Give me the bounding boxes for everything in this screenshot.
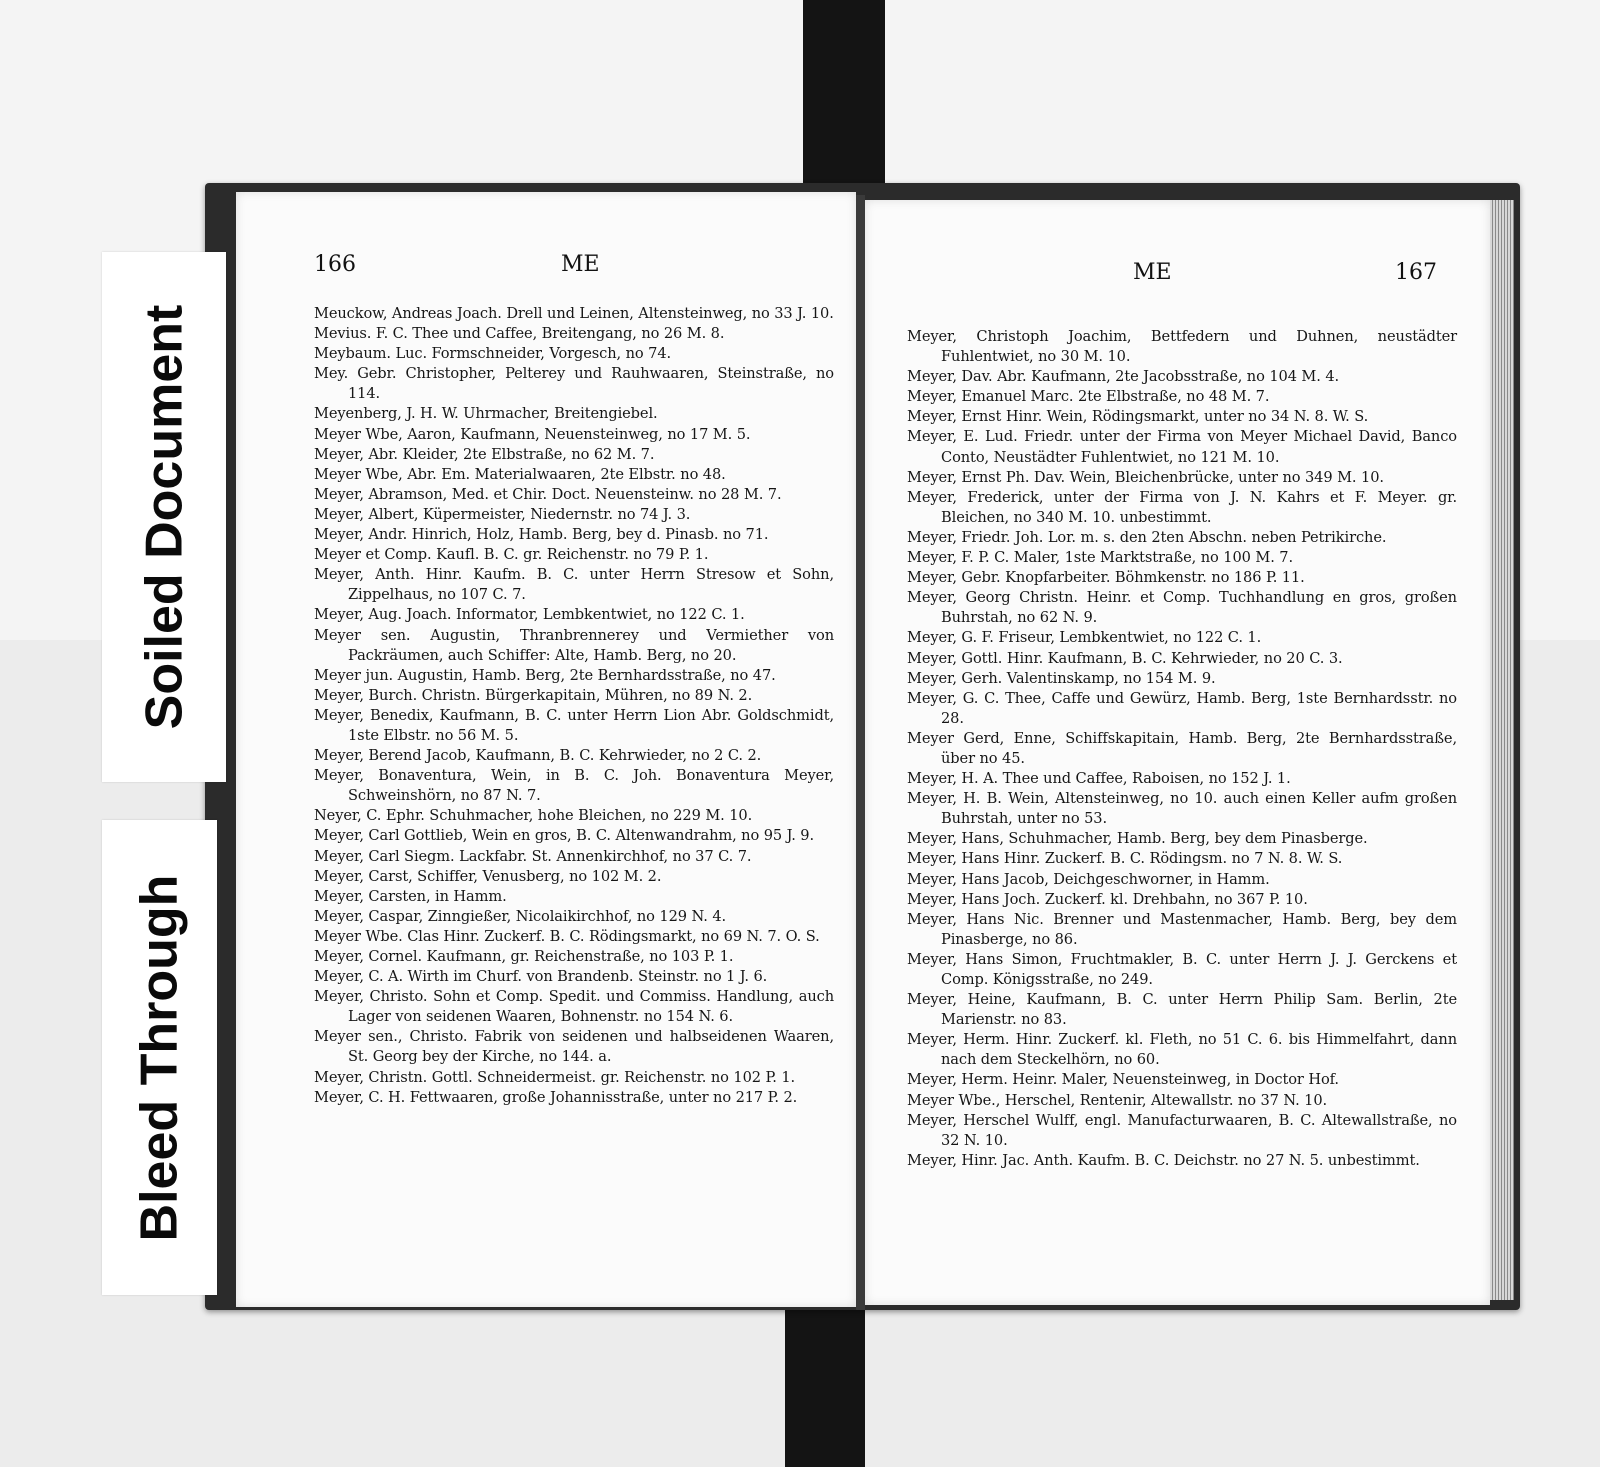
directory-entry: Meyer, Georg Christn. Heinr. et Comp. Tuchhandlung en gros, großen Buhrstah, no 62 N. 9. [907,589,1457,627]
right-page-header: ME [1133,260,1172,285]
directory-entry: Meyer sen. Augustin, Thranbrennerey und Vermiether von Packräumen, auch Schiffer: Alte, Hamb. Berg, no 20. [314,626,834,664]
directory-entry: Meyer, Hinr. Jac. Anth. Kaufm. B. C. Deichstr. no 27 N. 5. unbestimmt. [907,1151,1420,1169]
directory-entry: Meyer, Ernst Hinr. Wein, Rödingsmarkt, unter no 34 N. 8. W. S. [907,408,1369,426]
bleed-through-label [102,820,217,1295]
directory-entry: Meyer, Aug. Joach. Informator, Lembkentwiet, no 122 C. 1. [314,606,745,624]
directory-entry: Meyer, C. A. Wirth im Churf. von Brandenb. Steinstr. no 1 J. 6. [314,968,768,986]
directory-entry: Meyer, Herm. Heinr. Maler, Neuensteinweg, in Doctor Hof. [907,1071,1339,1089]
directory-entry: Meyenberg, J. H. W. Uhrmacher, Breitengiebel. [314,405,658,423]
directory-entry: Meyer, Friedr. Joh. Lor. m. s. den 2ten Abschn. neben Petrikirche. [907,528,1387,546]
soiled-document-text: Soiled Document [135,304,193,730]
directory-entry: Meyer, F. P. C. Maler, 1ste Marktstraße, no 100 M. 7. [907,549,1293,567]
directory-entry: Meyer sen., Christo. Fabrik von seidenen und halbseidenen Waaren, St. Georg bey der Kirche, no 144. a. [314,1028,834,1066]
directory-entry: Meyer, Benedix, Kaufmann, B. C. unter Herrn Lion Abr. Goldschmidt, 1ste Elbstr. no 56 M. 5. [314,706,834,744]
directory-entry: Meyer, Andr. Hinrich, Holz, Hamb. Berg, bey d. Pinasb. no 71. [314,526,769,544]
directory-entry: Meyer et Comp. Kaufl. B. C. gr. Reichenstr. no 79 P. 1. [314,546,709,564]
directory-entry: Meyer, Berend Jacob, Kaufmann, B. C. Kehrwieder, no 2 C. 2. [314,747,762,765]
directory-entry: Meyer, Frederick, unter der Firma von J. N. Kahrs et F. Meyer. gr. Bleichen, no 340 M. 10. unbestimmt. [907,488,1457,526]
directory-entry: Neyer, C. Ephr. Schuhmacher, hohe Bleichen, no 229 M. 10. [314,807,753,825]
directory-entry: Meyer, Gerh. Valentinskamp, no 154 M. 9. [907,669,1216,687]
directory-entry: Meyer, Christn. Gottl. Schneidermeist. gr. Reichenstr. no 102 P. 1. [314,1068,796,1086]
directory-entry: Mevius. F. C. Thee und Caffee, Breitengang, no 26 M. 8. [314,325,725,343]
directory-entry: Meyer, Christoph Joachim, Bettfedern und Duhnen, neustädter Fuhlentwiet, no 30 M. 10. [907,328,1457,366]
binding-strap-bottom [785,1300,865,1467]
directory-entry: Meyer, Albert, Küpermeister, Niedernstr. no 74 J. 3. [314,505,691,523]
directory-entry: Meyer, Bonaventura, Wein, in B. C. Joh. Bonaventura Meyer, Schweinshörn, no 87 N. 7. [314,767,834,805]
directory-entry: Meyer Wbe. Clas Hinr. Zuckerf. B. C. Rödingsmarkt, no 69 N. 7. O. S. [314,927,820,945]
directory-entry: Meyer Wbe, Aaron, Kaufmann, Neuensteinweg, no 17 M. 5. [314,425,751,443]
directory-entry: Meyer, Abramson, Med. et Chir. Doct. Neuensteinw. no 28 M. 7. [314,485,782,503]
directory-entry: Meyer, Hans Hinr. Zuckerf. B. C. Rödingsm. no 7 N. 8. W. S. [907,850,1343,868]
left-page-number: 166 [314,252,356,277]
directory-entry: Meyer, Carl Gottlieb, Wein en gros, B. C. Altenwandrahm, no 95 J. 9. [314,827,815,845]
directory-entry: Meyer, Anth. Hinr. Kaufm. B. C. unter Herrn Stresow et Sohn, Zippelhaus, no 107 C. 7. [314,566,834,604]
directory-entry: Meyer, Herschel Wulff, engl. Manufacturwaaren, B. C. Altewallstraße, no 32 N. 10. [907,1111,1457,1149]
directory-entry: Meyer, Gebr. Knopfarbeiter. Böhmkenstr. no 186 P. 11. [907,569,1305,587]
directory-entry: Mey. Gebr. Christopher, Pelterey und Rauhwaaren, Steinstraße, no 114. [314,365,834,403]
directory-entry: Meyer jun. Augustin, Hamb. Berg, 2te Bernhardsstraße, no 47. [314,666,776,684]
directory-entry: Meybaum. Luc. Formschneider, Vorgesch, no 74. [314,345,672,363]
directory-entry: Meyer, C. H. Fettwaaren, große Johannisstraße, unter no 217 P. 2. [314,1088,798,1106]
directory-entry: Meyer Wbe., Herschel, Rentenir, Altewallstr. no 37 N. 10. [907,1091,1328,1109]
directory-entry: Meyer, H. A. Thee und Caffee, Raboisen, no 152 J. 1. [907,770,1291,788]
bleed-through-text: Bleed Through [130,874,189,1241]
left-page-header: ME [561,252,600,277]
right-page [865,200,1490,1305]
left-entries [314,304,834,1108]
directory-entry: Meyer, G. F. Friseur, Lembkentwiet, no 122 C. 1. [907,629,1262,647]
directory-entry: Meyer, Dav. Abr. Kaufmann, 2te Jacobsstraße, no 104 M. 4. [907,368,1340,386]
directory-entry: Meyer, H. B. Wein, Altensteinweg, no 10. auch einen Keller aufm großen Buhrstah, unter no 53. [907,790,1457,828]
directory-entry: Meyer, Hans Joch. Zuckerf. kl. Drehbahn, no 367 P. 10. [907,890,1308,908]
directory-entry: Meyer, E. Lud. Friedr. unter der Firma von Meyer Michael David, Banco Conto, Neustädter Fuhlentwiet, no 121 M. 10. [907,428,1457,466]
soiled-document-label [102,252,226,782]
directory-entry: Meyer Wbe, Abr. Em. Materialwaaren, 2te Elbstr. no 48. [314,465,726,483]
left-page [236,192,856,1307]
directory-entry: Meyer, Carl Siegm. Lackfabr. St. Annenkirchhof, no 37 C. 7. [314,847,752,865]
directory-entry: Meyer, Hans, Schuhmacher, Hamb. Berg, bey dem Pinasberge. [907,830,1368,848]
right-page-number: 167 [1395,260,1437,285]
directory-entry: Meyer, Abr. Kleider, 2te Elbstraße, no 62 M. 7. [314,445,655,463]
directory-entry: Meyer, G. C. Thee, Caffe und Gewürz, Hamb. Berg, 1ste Bernhardsstr. no 28. [907,689,1457,727]
directory-entry: Meyer, Carst, Schiffer, Venusberg, no 102 M. 2. [314,867,662,885]
page-edges [1490,200,1514,1300]
directory-entry: Meyer, Carsten, in Hamm. [314,887,507,905]
directory-entry: Meyer, Burch. Christn. Bürgerkapitain, Mühren, no 89 N. 2. [314,686,753,704]
binding-strap-top [803,0,885,205]
book-gutter [856,195,865,1310]
directory-entry: Meyer, Heine, Kaufmann, B. C. unter Herrn Philip Sam. Berlin, 2te Marienstr. no 83. [907,991,1457,1029]
directory-entry: Meyer, Christo. Sohn et Comp. Spedit. und Commiss. Handlung, auch Lager von seidenen Waaren, Bohnenstr. no 154 N. 6. [314,988,834,1026]
directory-entry: Meyer, Emanuel Marc. 2te Elbstraße, no 48 M. 7. [907,388,1270,406]
directory-entry: Meyer, Hans Simon, Fruchtmakler, B. C. unter Herrn J. J. Gerckens et Comp. Königsstraße, no 249. [907,950,1457,988]
directory-entry: Meuckow, Andreas Joach. Drell und Leinen, Altensteinweg, no 33 J. 10. [314,305,834,322]
directory-entry: Meyer Gerd, Enne, Schiffskapitain, Hamb. Berg, 2te Bernhardsstraße, über no 45. [907,729,1457,767]
directory-entry: Meyer, Ernst Ph. Dav. Wein, Bleichenbrücke, unter no 349 M. 10. [907,468,1384,486]
directory-entry: Meyer, Hans Nic. Brenner und Mastenmacher, Hamb. Berg, bey dem Pinasberge, no 86. [907,910,1457,948]
directory-entry: Meyer, Gottl. Hinr. Kaufmann, B. C. Kehrwieder, no 20 C. 3. [907,649,1343,667]
directory-entry: Meyer, Hans Jacob, Deichgeschworner, in Hamm. [907,870,1270,888]
right-entries [907,327,1457,1171]
directory-entry: Meyer, Herm. Hinr. Zuckerf. kl. Fleth, no 51 C. 6. bis Himmelfahrt, dann nach dem Steckelhörn, no 60. [907,1031,1457,1069]
directory-entry: Meyer, Cornel. Kaufmann, gr. Reichenstraße, no 103 P. 1. [314,948,734,965]
directory-entry: Meyer, Caspar, Zinngießer, Nicolaikirchhof, no 129 N. 4. [314,907,727,925]
